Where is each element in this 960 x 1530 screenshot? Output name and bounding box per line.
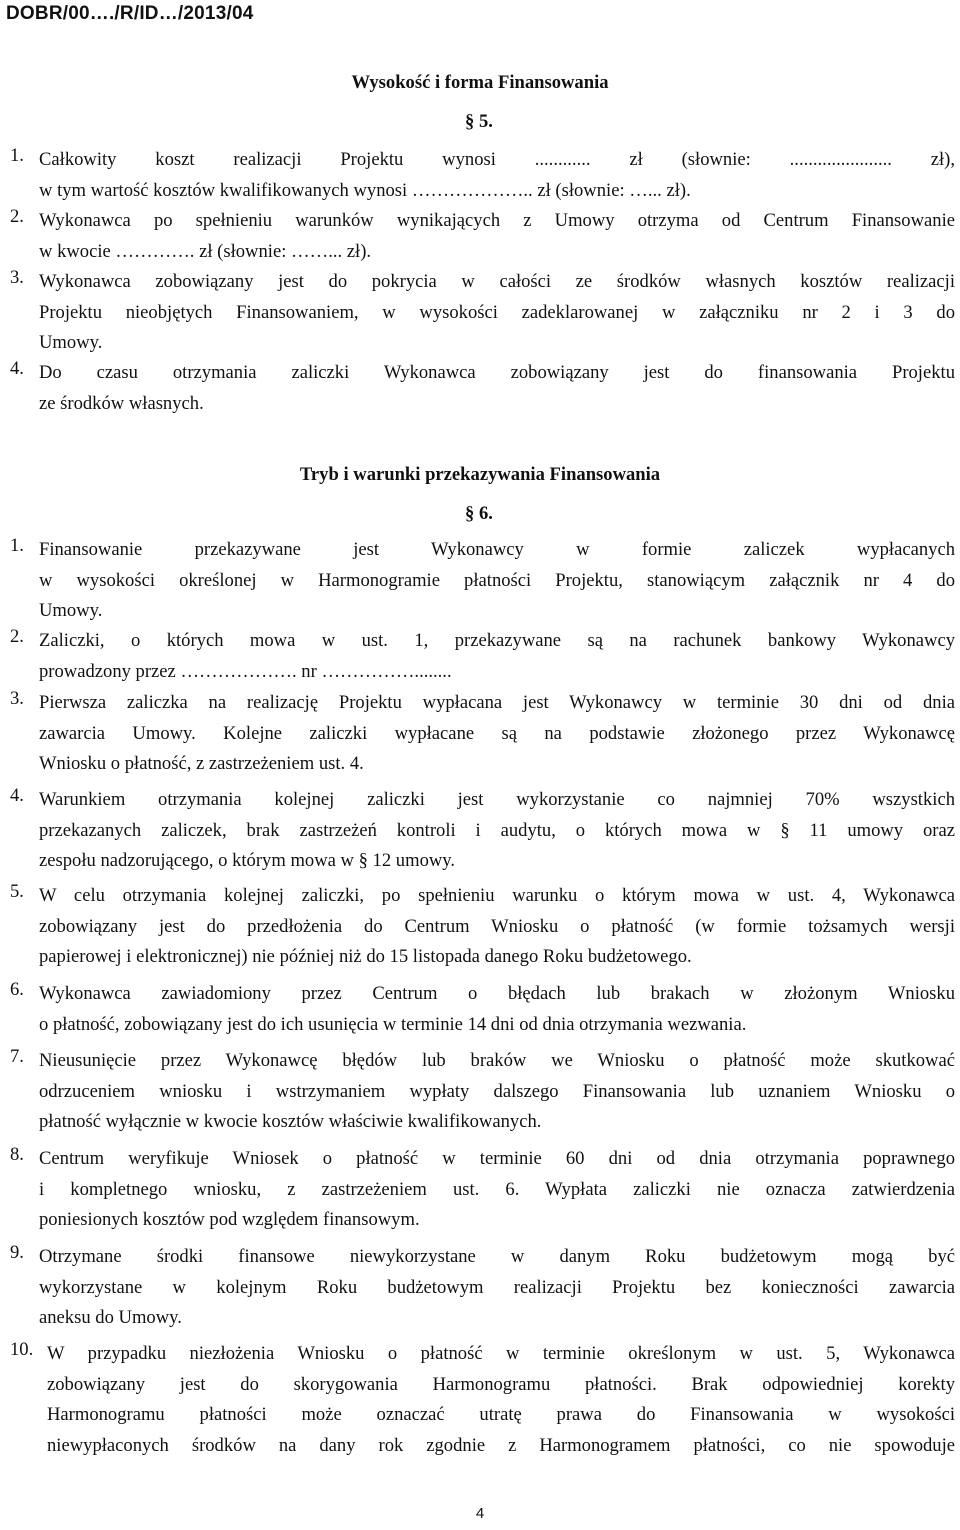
item-line: Wykonawca zobowiązany jest do pokrycia w całości ze środków własnych kosztów realizacji (39, 271, 955, 292)
item-number: 2. (10, 626, 24, 647)
list-item (10, 785, 955, 877)
item-line: ze środków własnych. (39, 392, 204, 414)
item-line: papierowej i elektronicznej) nie później niż do 15 listopada danego Roku budżetowego. (39, 946, 692, 967)
item-number: 7. (10, 1046, 24, 1067)
item-line: w wysokości określonej w Harmonogramie płatności Projektu, stanowiącym załącznik nr 4 do (39, 569, 955, 591)
section-5-title: Wysokość i forma Finansowania (351, 72, 609, 93)
item-number: 2. (10, 206, 24, 227)
list-item (10, 688, 955, 780)
list-item (10, 979, 955, 1040)
list-item (10, 145, 955, 206)
list-item (10, 881, 955, 973)
item-line: Umowy. (39, 332, 103, 353)
item-line: Wykonawca po spełnieniu warunków wynikających z Umowy otrzyma od Centrum Finansowanie (39, 210, 955, 231)
list-item (10, 1242, 955, 1334)
item-number: 3. (10, 688, 24, 709)
list-item (10, 1144, 955, 1236)
item-number: 10. (10, 1339, 34, 1360)
item-line: Pierwsza zaliczka na realizację Projektu wypłacana jest Wykonawcy w terminie 30 dni od dnia (39, 692, 955, 713)
list-item (10, 358, 955, 419)
page-number: 4 (475, 1505, 485, 1522)
list-item (10, 206, 955, 267)
item-line: Finansowanie przekazywane jest Wykonawcy w formie zaliczek wypłacanych (39, 539, 955, 560)
item-line: zobowiązany jest do przedłożenia do Centrum Wniosku o płatność (w formie tożsamych wersji (39, 915, 955, 937)
item-line: płatność wyłącznie w kwocie kosztów właściwie kwalifikowanych. (39, 1111, 542, 1132)
item-line: Wniosku o płatność, z zastrzeżeniem ust. 4. (39, 753, 364, 774)
item-line: zespołu nadzorującego, o którym mowa w § 12 umowy. (39, 850, 456, 871)
item-number: 1. (10, 535, 24, 556)
item-line: i kompletnego wniosku, z zastrzeżeniem ust. 6. Wypłata zaliczki nie oznacza zatwierdzenia (39, 1178, 955, 1200)
item-line: Do czasu otrzymania zaliczki Wykonawca zobowiązany jest do finansowania Projektu (39, 362, 955, 383)
item-line: prowadzony przez ………………. nr ……………........ (39, 660, 452, 682)
item-number: 4. (10, 785, 24, 806)
list-item (10, 267, 955, 359)
section-6-title: Tryb i warunki przekazywania Finansowania (299, 464, 661, 485)
section-6-number: § 6. (465, 503, 493, 524)
item-number: 6. (10, 979, 24, 1000)
list-item (10, 1339, 955, 1461)
item-number: 9. (10, 1242, 24, 1263)
section-5-number: § 5. (465, 111, 493, 132)
item-line: aneksu do Umowy. (39, 1307, 182, 1328)
item-number: 1. (10, 145, 24, 166)
item-number: 5. (10, 881, 24, 902)
item-line: w kwocie …………. zł (słownie: ……... zł). (39, 240, 372, 262)
item-line: Umowy. (39, 600, 103, 621)
item-line: W celu otrzymania kolejnej zaliczki, po spełnieniu warunku o którym mowa w ust. 4, Wykonawca (39, 885, 955, 906)
list-item (10, 626, 955, 687)
item-line: odrzuceniem wniosku i wstrzymaniem wypłaty dalszego Finansowania lub uznaniem Wniosku o (39, 1080, 955, 1102)
item-line: Całkowity koszt realizacji Projektu wynosi ............ zł (słownie: ...................... zł), (39, 149, 955, 170)
list-item (10, 1046, 955, 1138)
item-line: poniesionych kosztów pod względem finansowym. (39, 1209, 420, 1230)
item-line: Wykonawca zawiadomiony przez Centrum o błędach lub brakach w złożonym Wniosku (39, 983, 955, 1004)
item-number: 8. (10, 1144, 24, 1165)
item-line: Centrum weryfikuje Wniosek o płatność w terminie 60 dni od dnia otrzymania poprawnego (39, 1148, 955, 1169)
item-line: Otrzymane środki finansowe niewykorzystane w danym Roku budżetowym mogą być (39, 1246, 955, 1267)
item-number: 4. (10, 358, 24, 379)
item-line: niewypłaconych środków na dany rok zgodnie z Harmonogramem płatności, co nie spowoduje (47, 1434, 955, 1456)
item-line: w tym wartość kosztów kwalifikowanych wynosi ……………….. zł (słownie: …... zł). (39, 179, 691, 201)
item-line: Harmonogramu płatności może oznaczać utratę prawa do Finansowania w wysokości (47, 1404, 955, 1425)
item-line: Nieusunięcie przez Wykonawcę błędów lub braków we Wniosku o płatność może skutkować (39, 1050, 955, 1071)
item-number: 3. (10, 267, 24, 288)
item-line: Warunkiem otrzymania kolejnej zaliczki jest wykorzystanie co najmniej 70% wszystkich (39, 789, 955, 810)
item-line: zobowiązany jest do skorygowania Harmonogramu płatności. Brak odpowiedniej korekty (47, 1373, 955, 1395)
item-line: W przypadku niezłożenia Wniosku o płatność w terminie określonym w ust. 5, Wykonawca (47, 1343, 955, 1364)
item-line: Projektu nieobjętych Finansowaniem, w wysokości zadeklarowanej w załączniku nr 2 i 3 do (39, 301, 955, 323)
item-line: o płatność, zobowiązany jest do ich usunięcia w terminie 14 dni od dnia otrzymania wezwania. (39, 1013, 747, 1035)
list-item (10, 535, 955, 627)
item-line: wykorzystane w kolejnym Roku budżetowym realizacji Projektu bez konieczności zawarcia (39, 1276, 955, 1298)
item-line: przekazanych zaliczek, brak zastrzeżeń kontroli i audytu, o których mowa w § 11 umowy oraz (39, 819, 955, 841)
document-code: DOBR/00…./R/ID…/2013/04 (6, 3, 254, 24)
item-line: zawarcia Umowy. Kolejne zaliczki wypłacane są na podstawie złożonego przez Wykonawcę (39, 722, 955, 744)
item-line: Zaliczki, o których mowa w ust. 1, przekazywane są na rachunek bankowy Wykonawcy (39, 630, 955, 651)
